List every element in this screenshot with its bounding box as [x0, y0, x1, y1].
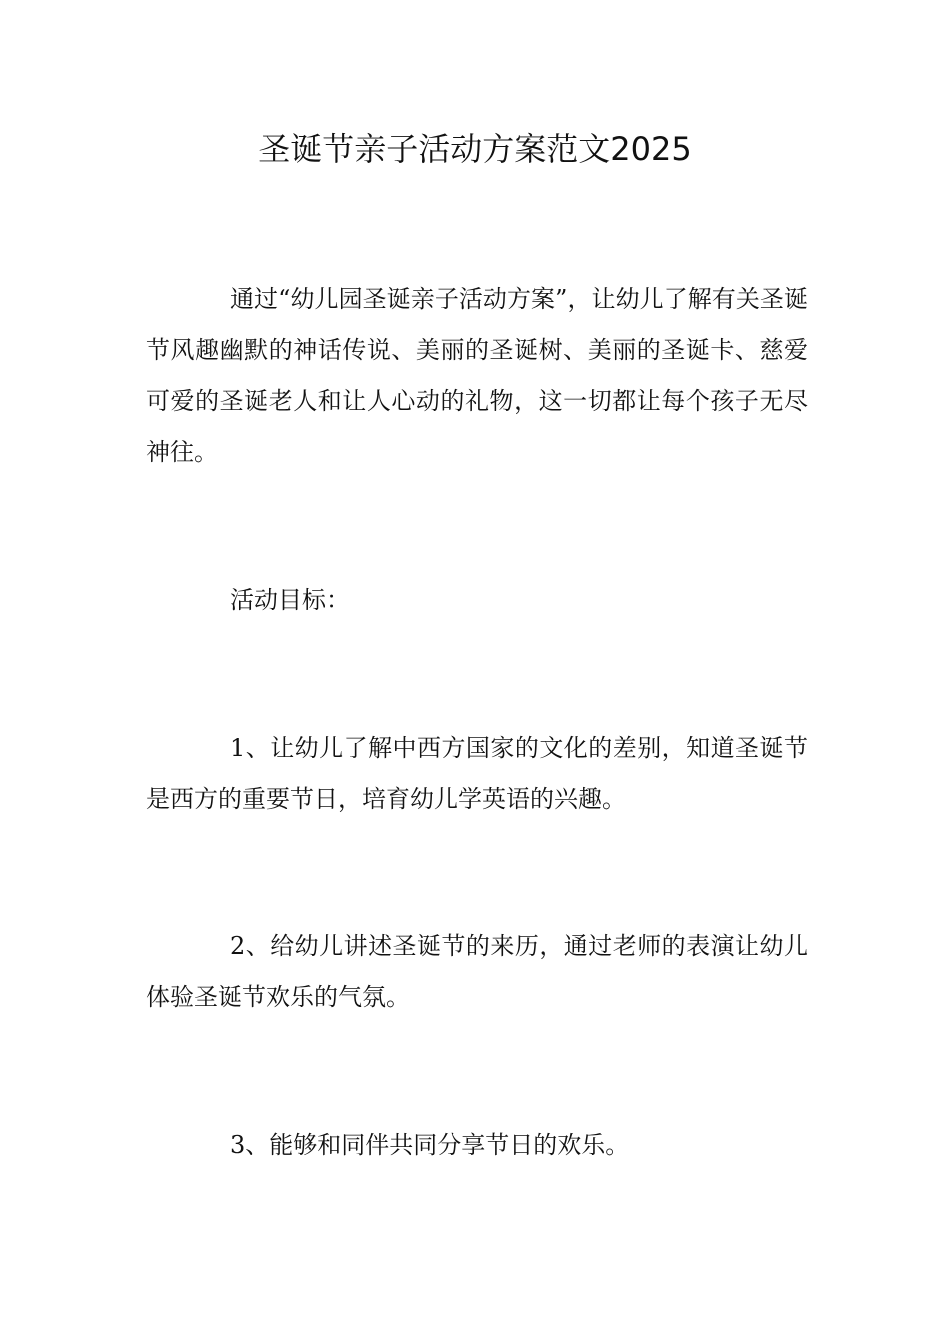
goals-heading: 活动目标： — [230, 586, 350, 614]
intro-paragraph: 通过“幼儿园圣诞亲子活动方案”，让幼儿了解有关圣诞节风趣幽默的神话传说、美丽的圣诞树、美丽的圣诞卡、慈爱可爱的圣诞老人和让人心动的礼物，这一切都让每个孩子无尽神往。 — [146, 285, 808, 466]
goal-item-1: 1、让幼儿了解中西方国家的文化的差别，知道圣诞节是西方的重要节日，培育幼儿学英语的兴趣。 — [146, 734, 808, 813]
goal-item-2: 2、给幼儿讲述圣诞节的来历，通过老师的表演让幼儿体验圣诞节欢乐的气氛。 — [146, 932, 808, 1011]
document-title: 圣诞节亲子活动方案范文2025 — [258, 130, 692, 168]
goal-item-3: 3、能够和同伴共同分享节日的欢乐。 — [230, 1131, 630, 1159]
